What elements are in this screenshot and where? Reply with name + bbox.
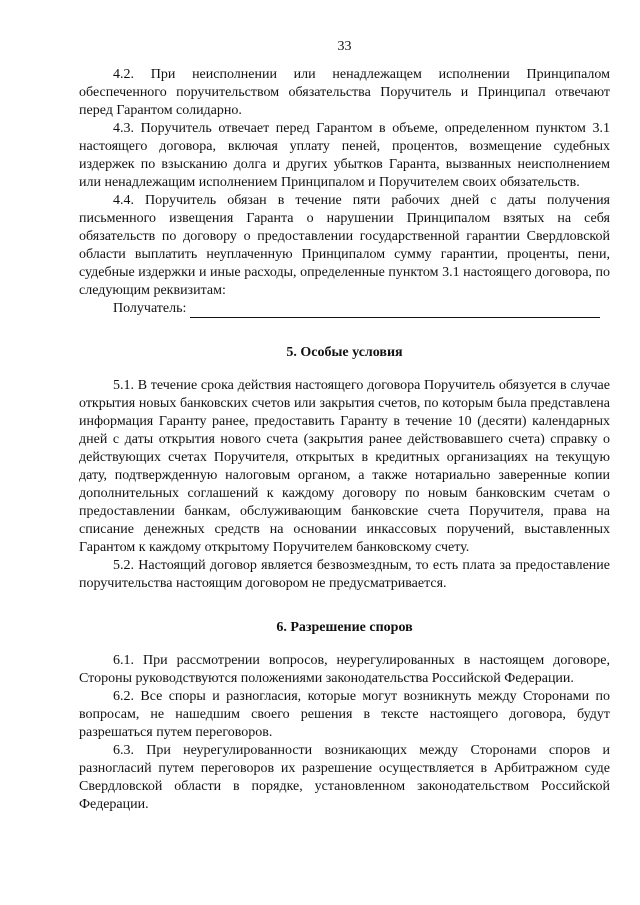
- clause-6-3: 6.3. При неурегулированности возникающих между Сторонами споров и разногласий путем переговоров их разрешение осуществляется в Арбитражном суде Свердловской области в порядке, установленном законодательством Российской Федерации.: [79, 743, 610, 812]
- recipient-line: [79, 300, 610, 318]
- clause-6-2: 6.2. Все споры и разногласия, которые могут возникнуть между Сторонами по вопросам, не нашедшим своего решения в тексте настоящего договора, будут разрешаться путем переговоров.: [79, 689, 610, 740]
- section-5-clauses: [79, 377, 610, 593]
- page-number: 33: [337, 39, 352, 54]
- section-5-title: 5. Особые условия: [286, 345, 403, 360]
- clause-6-1: 6.1. При рассмотрении вопросов, неурегулированных в настоящем договоре, Стороны руководствуются положениями законодательства Российской Федерации.: [79, 653, 610, 686]
- section-4-clauses: [79, 66, 610, 318]
- clause-4-2: 4.2. При неисполнении или ненадлежащем исполнении Принципалом обеспеченного поручительством обязательства Поручитель и Принципал отвечают перед Гарантом солидарно.: [79, 67, 610, 118]
- recipient-label: Получатель:: [113, 301, 187, 316]
- clause-4-4: 4.4. Поручитель обязан в течение пяти рабочих дней с даты получения письменного извещения Гаранта о нарушении Принципалом взятых на себя обязательств по договору о предоставлении государственной гарантии Свердловской области выплатить неуплаченную Принципалом сумму гарантии, проценты, пени, судебные издержки и иные расходы, определенные пунктом 3.1 настоящего договора, по следующим реквизитам:: [79, 193, 610, 298]
- section-6-clauses: [79, 652, 610, 814]
- clause-4-3: 4.3. Поручитель отвечает перед Гарантом в объеме, определенном пунктом 3.1 настоящего договора, включая уплату пеней, процентов, возмещение судебных издержек по взысканию долга и других убытков Гаранта, вызванных неисполнением или ненадлежащим исполнением Принципалом и Поручителем своих обязательств.: [79, 121, 610, 190]
- clause-5-1: 5.1. В течение срока действия настоящего договора Поручитель обязуется в случае открытия новых банковских счетов или закрытия счетов, по которым была представлена информация Гаранту ранее, предоставить Гаранту в течение 10 (десяти) календарных дней с даты открытия нового счета (закрытия ранее действовавшего счета) справку о действующих счетах Поручителя, открытых в кредитных организациях на текущую дату, подтвержденную налоговым органом, а также нотариально заверенные копии дополнительных соглашений к каждому договору по новым банковским счетам о предоставлении банкам, обслуживающим банковские счета Поручителя, права на списание денежных средств на основании инкассовых поручений, выставленных Гарантом к каждому открытому Поручителем банковскому счету.: [79, 378, 610, 555]
- recipient-blank-line: [190, 305, 600, 318]
- section-6-title: 6. Разрешение споров: [276, 620, 413, 635]
- clause-5-2: 5.2. Настоящий договор является безвозмездным, то есть плата за предоставление поручительства настоящим договором не предусматривается.: [79, 558, 610, 591]
